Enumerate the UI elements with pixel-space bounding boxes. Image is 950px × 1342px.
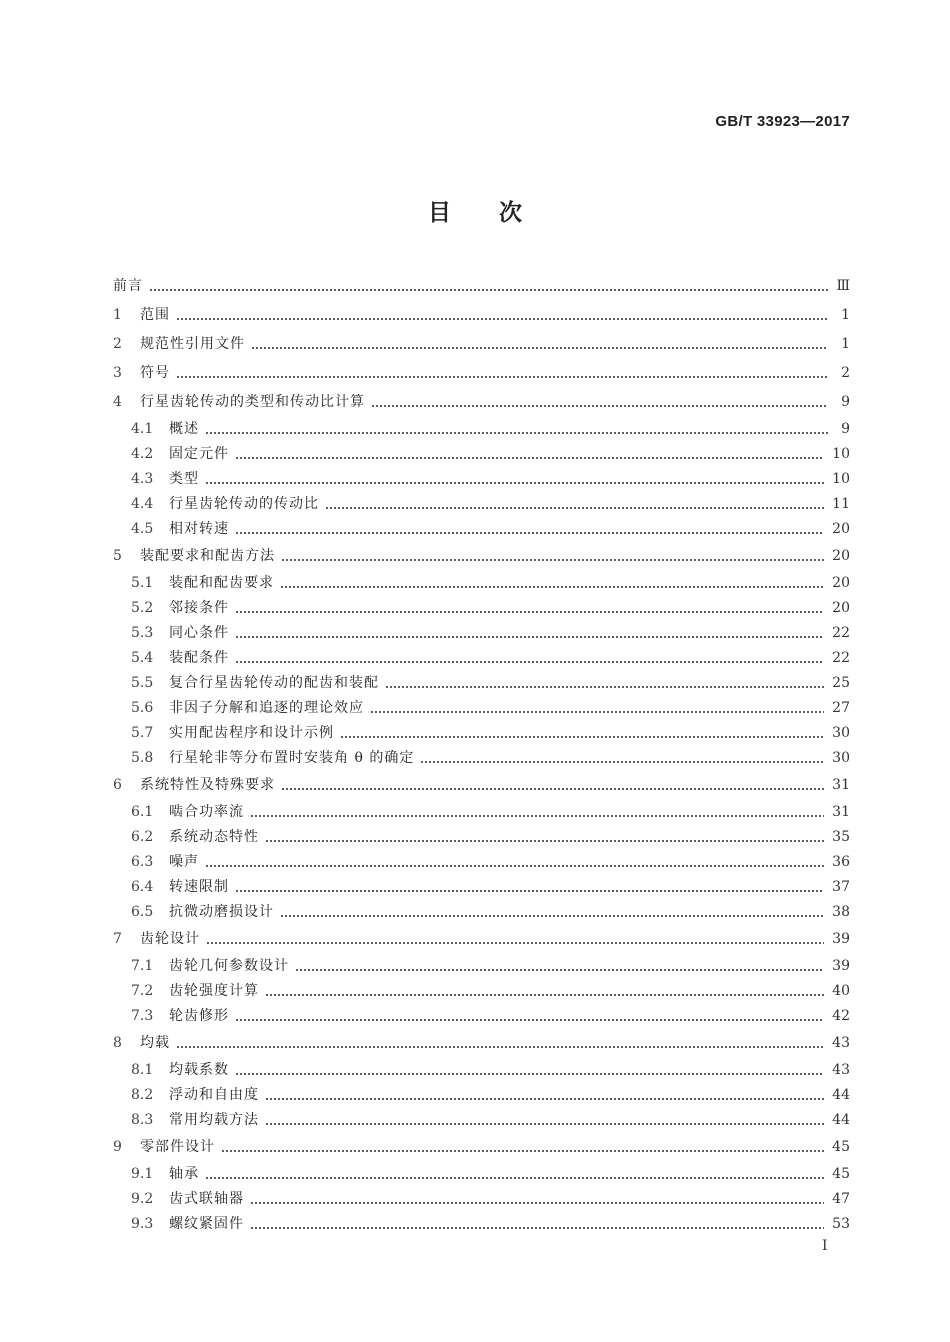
toc-entry-page: 45 (832, 1166, 850, 1182)
toc-entry-title: 行星齿轮传动的传动比 (169, 496, 319, 512)
toc-entry-title: 概述 (169, 421, 199, 437)
toc-entry-number: 7.3 (131, 1008, 154, 1024)
toc-entry-number: 7.2 (131, 983, 154, 999)
toc-entry-page: 45 (832, 1139, 850, 1155)
toc-entry-title: 浮动和自由度 (169, 1087, 259, 1103)
dot-leader (281, 559, 824, 561)
toc-entry-number: 5.4 (131, 650, 154, 666)
toc-entry[interactable] (113, 696, 850, 721)
dot-leader (235, 532, 824, 534)
toc-entry-title: 零部件设计 (140, 1139, 215, 1155)
toc-entry-page: 42 (832, 1008, 850, 1024)
toc-entry[interactable] (113, 646, 850, 671)
dot-leader (235, 636, 824, 638)
toc-entry-title: 装配条件 (169, 650, 229, 666)
dot-leader (325, 507, 824, 509)
toc-entry-page: 44 (832, 1112, 850, 1128)
dot-leader (265, 840, 824, 842)
toc-entry-number: 5.1 (131, 575, 154, 591)
toc-entry-page: Ⅲ (836, 278, 850, 294)
toc-entry[interactable] (113, 800, 850, 825)
toc-entry-title: 转速限制 (169, 879, 229, 895)
toc-entry[interactable] (113, 301, 850, 330)
toc-entry-page: 43 (832, 1062, 850, 1078)
toc-entry[interactable] (113, 771, 850, 800)
dot-leader (251, 347, 828, 349)
toc-entry-number: 9.1 (131, 1166, 154, 1182)
page-number: Ⅰ (822, 1238, 828, 1254)
toc-entry-page: 20 (832, 548, 850, 564)
toc-entry-page: 10 (832, 446, 850, 462)
toc-entry-number: 6.3 (131, 854, 154, 870)
toc-entry-number: 8.3 (131, 1112, 154, 1128)
toc-entry-page: 11 (832, 496, 850, 512)
toc-entry-title: 轮齿修形 (169, 1008, 229, 1024)
dot-leader (205, 482, 824, 484)
toc-entry-title: 复合行星齿轮传动的配齿和装配 (169, 675, 379, 691)
toc-entry-number: 7.1 (131, 958, 154, 974)
toc-entry-title: 装配要求和配齿方法 (140, 548, 275, 564)
toc-entry-page: 30 (832, 750, 850, 766)
toc-entry-page: 9 (841, 394, 850, 410)
toc-entry-page: 22 (832, 625, 850, 641)
toc-entry-title: 邻接条件 (169, 600, 229, 616)
dot-leader (235, 1073, 824, 1075)
dot-leader (176, 318, 828, 320)
toc-entry-title: 装配和配齿要求 (169, 575, 274, 591)
toc-entry-number: 8 (113, 1035, 122, 1051)
toc-entry[interactable] (113, 417, 850, 442)
toc-entry-page: 40 (832, 983, 850, 999)
dot-leader (235, 661, 824, 663)
toc-entry-number: 4.1 (131, 421, 154, 437)
toc-entry[interactable] (113, 1187, 850, 1212)
toc-entry-title: 噪声 (169, 854, 199, 870)
toc-entry-number: 4.2 (131, 446, 154, 462)
toc-entry-title: 前言 (113, 278, 143, 294)
toc-entry-title: 齿式联轴器 (169, 1191, 244, 1207)
toc-entry[interactable] (113, 1083, 850, 1108)
dot-leader (149, 289, 828, 291)
toc-entry[interactable] (113, 1058, 850, 1083)
toc-entry-page: 9 (841, 421, 850, 437)
toc-entry[interactable] (113, 671, 850, 696)
toc-entry[interactable] (113, 979, 850, 1004)
toc-entry-number: 9 (113, 1139, 122, 1155)
toc-entry-number: 6.2 (131, 829, 154, 845)
toc-entry-title: 范围 (140, 307, 170, 323)
toc-entry-number: 5.6 (131, 700, 154, 716)
toc-entry-title: 齿轮设计 (140, 931, 200, 947)
toc-entry-number: 1 (113, 307, 122, 323)
toc-entry[interactable] (113, 1108, 850, 1133)
toc-entry-number: 9.2 (131, 1191, 154, 1207)
dot-leader (250, 1227, 824, 1229)
dot-leader (235, 611, 824, 613)
toc-entry-number: 4 (113, 394, 122, 410)
toc-entry-title: 均载系数 (169, 1062, 229, 1078)
toc-entry[interactable] (113, 954, 850, 979)
toc-entry[interactable] (113, 517, 850, 542)
toc-entry-page: 27 (832, 700, 850, 716)
dot-leader (281, 788, 824, 790)
dot-leader (265, 1098, 824, 1100)
toc-entry[interactable] (113, 1212, 850, 1237)
toc-entry-number: 6 (113, 777, 122, 793)
toc-entry-number: 3 (113, 365, 122, 381)
toc-entry-title: 类型 (169, 471, 199, 487)
toc-entry-number: 5.3 (131, 625, 154, 641)
toc-entry[interactable] (113, 388, 850, 417)
toc-entry-page: 47 (832, 1191, 850, 1207)
toc-entry[interactable] (113, 330, 850, 359)
dot-leader (295, 969, 824, 971)
dot-leader (265, 994, 824, 996)
toc-entry-number: 5 (113, 548, 122, 564)
toc-entry-page: 2 (841, 365, 850, 381)
dot-leader (371, 405, 828, 407)
toc-entry[interactable] (113, 621, 850, 646)
toc-entry-page: 20 (832, 575, 850, 591)
toc-entry-page: 1 (841, 336, 850, 352)
dot-leader (280, 586, 824, 588)
dot-leader (385, 686, 824, 688)
toc-entry-number: 4.3 (131, 471, 154, 487)
toc-entry[interactable] (113, 272, 850, 301)
toc-entry-title: 抗微动磨损设计 (169, 904, 274, 920)
toc-entry-title: 规范性引用文件 (140, 336, 245, 352)
toc-entry[interactable] (113, 1004, 850, 1029)
dot-leader (176, 376, 828, 378)
toc-entry-title: 同心条件 (169, 625, 229, 641)
toc-entry[interactable] (113, 850, 850, 875)
toc-entry-page: 31 (832, 804, 850, 820)
toc-entry[interactable] (113, 900, 850, 925)
toc-entry-page: 39 (832, 931, 850, 947)
toc-entry[interactable] (113, 925, 850, 954)
dot-leader (250, 1202, 824, 1204)
toc-entry[interactable] (113, 746, 850, 771)
toc-entry[interactable] (113, 442, 850, 467)
toc-entry-number: 2 (113, 336, 122, 352)
toc-entry-title: 系统动态特性 (169, 829, 259, 845)
toc-entry-page: 44 (832, 1087, 850, 1103)
dot-leader (205, 865, 824, 867)
toc-entry-title: 相对转速 (169, 521, 229, 537)
toc-entry-number: 5.8 (131, 750, 154, 766)
toc-entry-title: 固定元件 (169, 446, 229, 462)
toc-entry-title: 实用配齿程序和设计示例 (169, 725, 334, 741)
toc-entry[interactable] (113, 875, 850, 900)
toc-entry-number: 5.2 (131, 600, 154, 616)
toc-entry-page: 35 (832, 829, 850, 845)
toc-entry-number: 5.5 (131, 675, 154, 691)
toc-entry-title: 齿轮几何参数设计 (169, 958, 289, 974)
dot-leader (206, 942, 824, 944)
dot-leader (420, 761, 824, 763)
dot-leader (235, 890, 824, 892)
toc-entry-title: 系统特性及特殊要求 (140, 777, 275, 793)
toc-entry[interactable] (113, 571, 850, 596)
toc-entry-page: 30 (832, 725, 850, 741)
toc-entry-title: 螺纹紧固件 (169, 1216, 244, 1232)
toc-entry-page: 36 (832, 854, 850, 870)
dot-leader (235, 457, 824, 459)
toc-entry-page: 31 (832, 777, 850, 793)
toc-entry[interactable] (113, 467, 850, 492)
toc-entry-page: 37 (832, 879, 850, 895)
dot-leader (205, 1177, 824, 1179)
toc-entry[interactable] (113, 1029, 850, 1058)
toc-entry[interactable] (113, 1162, 850, 1187)
toc-entry-title: 非因子分解和追逐的理论效应 (169, 700, 364, 716)
toc-entry[interactable] (113, 825, 850, 850)
toc-entry-number: 6.5 (131, 904, 154, 920)
dot-leader (280, 915, 824, 917)
dot-leader (205, 432, 828, 434)
toc-entry[interactable] (113, 359, 850, 388)
toc-entry-number: 6.1 (131, 804, 154, 820)
toc-entry-number: 8.2 (131, 1087, 154, 1103)
toc-entry-page: 20 (832, 600, 850, 616)
toc-entry-title: 常用均载方法 (169, 1112, 259, 1128)
toc-entry-page: 53 (832, 1216, 850, 1232)
toc-entry-page: 20 (832, 521, 850, 537)
toc-entry-number: 5.7 (131, 725, 154, 741)
toc-entry-title: 均载 (140, 1035, 170, 1051)
table-of-contents (113, 272, 850, 1237)
toc-entry-title: 齿轮强度计算 (169, 983, 259, 999)
toc-entry[interactable] (113, 542, 850, 571)
toc-entry-page: 38 (832, 904, 850, 920)
toc-entry-page: 10 (832, 471, 850, 487)
toc-entry-title: 行星齿轮传动的类型和传动比计算 (140, 394, 365, 410)
toc-entry[interactable] (113, 492, 850, 517)
toc-entry-title: 啮合功率流 (169, 804, 244, 820)
toc-entry-number: 8.1 (131, 1062, 154, 1078)
toc-entry-page: 22 (832, 650, 850, 666)
toc-entry-page: 25 (832, 675, 850, 691)
toc-entry-number: 7 (113, 931, 122, 947)
standard-code: GB/T 33923—2017 (715, 113, 850, 130)
toc-entry-title: 行星轮非等分布置时安装角 θ 的确定 (169, 750, 415, 766)
page-title: 目次 (428, 199, 570, 226)
dot-leader (370, 711, 824, 713)
dot-leader (250, 815, 824, 817)
toc-entry-page: 1 (841, 307, 850, 323)
toc-entry-title: 符号 (140, 365, 170, 381)
toc-entry-page: 43 (832, 1035, 850, 1051)
dot-leader (235, 1019, 824, 1021)
dot-leader (221, 1150, 824, 1152)
dot-leader (340, 736, 824, 738)
dot-leader (265, 1123, 824, 1125)
toc-entry-page: 39 (832, 958, 850, 974)
dot-leader (176, 1046, 824, 1048)
toc-entry-number: 4.5 (131, 521, 154, 537)
toc-entry[interactable] (113, 596, 850, 621)
toc-entry-number: 4.4 (131, 496, 154, 512)
toc-entry-title: 轴承 (169, 1166, 199, 1182)
toc-entry-number: 6.4 (131, 879, 154, 895)
toc-entry-number: 9.3 (131, 1216, 154, 1232)
toc-entry[interactable] (113, 721, 850, 746)
toc-entry[interactable] (113, 1133, 850, 1162)
